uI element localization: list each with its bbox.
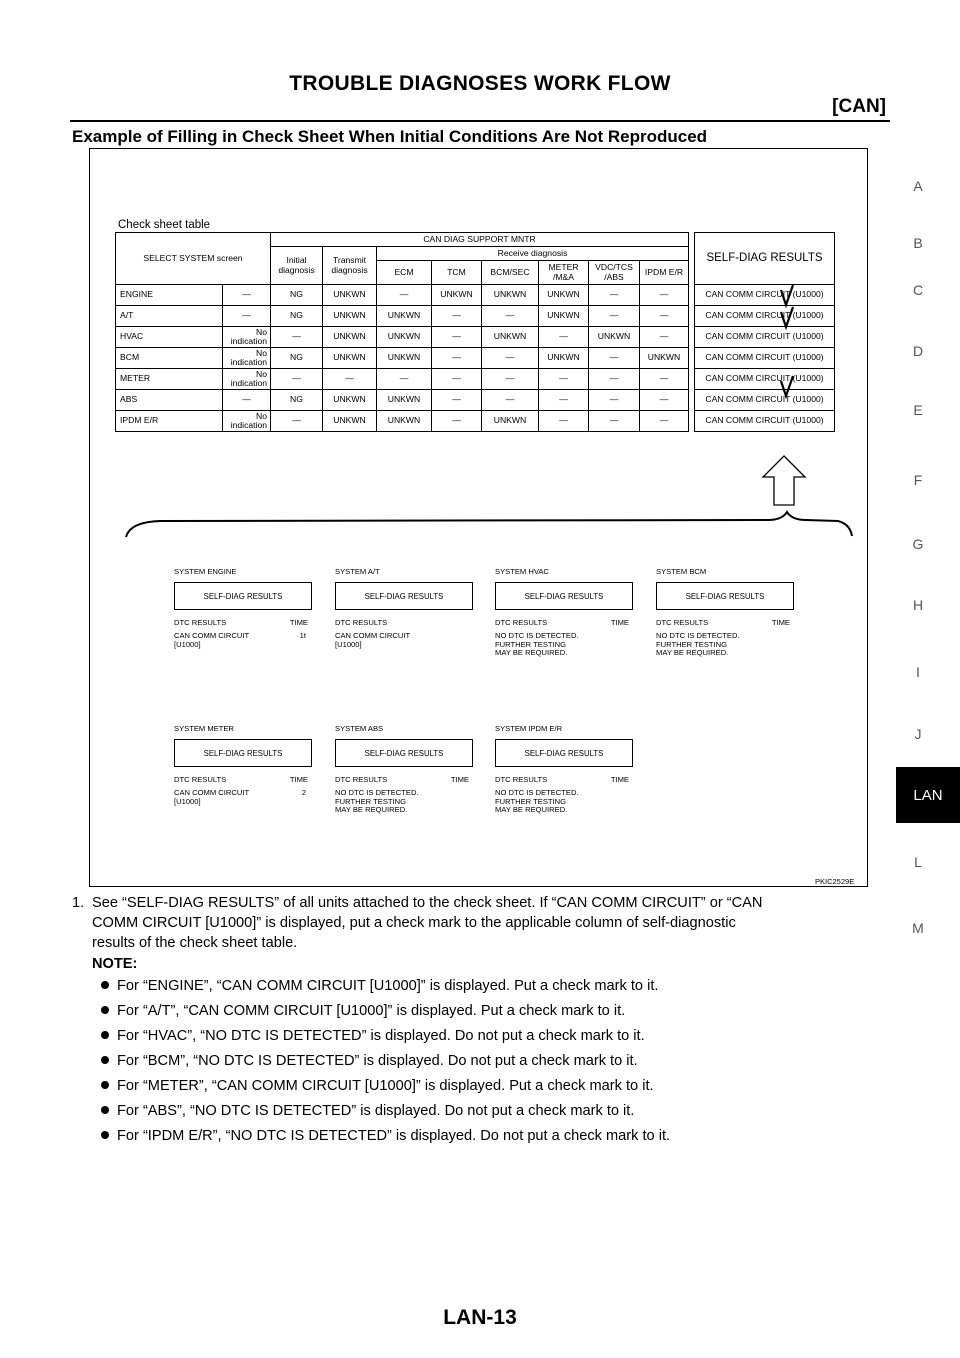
system-box-bcm xyxy=(656,567,794,658)
meter-cell: — xyxy=(539,411,589,432)
meter-cell: UNKWN xyxy=(539,348,589,369)
system-name-cell: METER xyxy=(116,369,223,390)
transmit-cell: UNKWN xyxy=(323,411,377,432)
ecm-cell: UNKWN xyxy=(377,327,432,348)
system-box-ipdm xyxy=(495,724,633,815)
system-label: SYSTEM ENGINE xyxy=(174,567,237,576)
step-line: COMM CIRCUIT [U1000]” is displayed, put a check mark to the applicable column of self-diagnostic xyxy=(92,915,736,931)
note-item: For “ENGINE”, “CAN COMM CIRCUIT [U1000]” is displayed. Put a check mark to it. xyxy=(101,976,901,996)
indication-cell: No indication xyxy=(223,411,271,432)
initial-cell: — xyxy=(271,327,323,348)
bcm-cell: — xyxy=(482,348,539,369)
index-m[interactable]: M xyxy=(912,920,924,936)
tcm-cell: — xyxy=(432,411,482,432)
dtc-detail: CAN COMM CIRCUIT [U1000] xyxy=(174,631,250,649)
self-diag-result-cell: CAN COMM CIRCUIT (U1000) xyxy=(695,306,835,327)
transmit-cell: — xyxy=(323,369,377,390)
system-label: SYSTEM IPDM E/R xyxy=(495,724,563,733)
index-c[interactable]: C xyxy=(912,282,924,298)
self-diag-result-cell: CAN COMM CIRCUIT (U1000) xyxy=(695,348,835,369)
ecm-cell: UNKWN xyxy=(377,306,432,327)
system-name-cell: A/T xyxy=(116,306,223,327)
check-sheet-row xyxy=(116,348,835,369)
step-text xyxy=(92,893,892,953)
index-h[interactable]: H xyxy=(912,597,924,613)
indication-cell: — xyxy=(223,285,271,306)
tcm-cell: — xyxy=(432,369,482,390)
dtc-count: 1t xyxy=(299,631,306,640)
page-title: TROUBLE DIAGNOSES WORK FLOW xyxy=(289,72,671,95)
ecm-cell: UNKWN xyxy=(377,348,432,369)
self-diag-results-button[interactable]: SELF-DIAG RESULTS xyxy=(335,739,473,767)
system-name-cell: IPDM E/R xyxy=(116,411,223,432)
time-label: TIME xyxy=(289,618,308,627)
ecm-cell: UNKWN xyxy=(377,411,432,432)
system-label: SYSTEM A/T xyxy=(335,567,380,576)
note-item: For “ABS”, “NO DTC IS DETECTED” is displayed. Do not put a check mark to it. xyxy=(101,1101,901,1121)
self-diag-results-button[interactable]: SELF-DIAG RESULTS xyxy=(335,582,473,610)
header-meter: METER /M&A xyxy=(539,261,589,285)
transmit-cell: UNKWN xyxy=(323,306,377,327)
self-diag-results-button[interactable]: SELF-DIAG RESULTS xyxy=(495,582,633,610)
index-f[interactable]: F xyxy=(913,472,923,488)
note-item: For “IPDM E/R”, “NO DTC IS DETECTED” is displayed. Do not put a check mark to it. xyxy=(101,1126,901,1146)
check-sheet-row xyxy=(116,285,835,306)
note-item: For “A/T”, “CAN COMM CIRCUIT [U1000]” is displayed. Put a check mark to it. xyxy=(101,1001,901,1021)
transmit-cell: UNKWN xyxy=(323,327,377,348)
system-box-meter xyxy=(174,724,312,806)
vdc-cell: — xyxy=(589,348,640,369)
check-sheet-row xyxy=(116,390,835,411)
system-label: SYSTEM ABS xyxy=(335,724,384,733)
step-number: 1. xyxy=(72,895,85,911)
dtc-results-label: DTC RESULTS xyxy=(174,618,227,627)
check-sheet-table xyxy=(115,232,835,432)
bcm-cell: — xyxy=(482,369,539,390)
tcm-cell: — xyxy=(432,327,482,348)
ipdm-cell: UNKWN xyxy=(640,348,689,369)
ipdm-cell: — xyxy=(640,306,689,327)
dtc-detail: NO DTC IS DETECTED. FURTHER TESTING MAY BE REQUIRED. xyxy=(656,631,740,658)
index-e[interactable]: E xyxy=(913,402,923,418)
header-rule xyxy=(70,120,890,122)
header-transmit-diagnosis: Transmit diagnosis xyxy=(323,247,377,285)
meter-cell: UNKWN xyxy=(539,306,589,327)
initial-cell: — xyxy=(271,411,323,432)
note-item: For “BCM”, “NO DTC IS DETECTED” is displayed. Do not put a check mark to it. xyxy=(101,1051,901,1071)
note-item: For “HVAC”, “NO DTC IS DETECTED” is displayed. Do not put a check mark to it. xyxy=(101,1026,901,1046)
check-sheet-row xyxy=(116,306,835,327)
self-diag-results-button[interactable]: SELF-DIAG RESULTS xyxy=(174,582,312,610)
self-diag-results-button[interactable]: SELF-DIAG RESULTS xyxy=(174,739,312,767)
dtc-detail: CAN COMM CIRCUIT [U1000] xyxy=(335,631,411,649)
time-label: TIME xyxy=(771,618,790,627)
system-box-hvac xyxy=(495,567,633,658)
index-j[interactable]: J xyxy=(914,726,922,742)
dtc-detail: NO DTC IS DETECTED. FURTHER TESTING MAY BE REQUIRED. xyxy=(495,631,579,658)
note-label: NOTE: xyxy=(92,956,138,972)
system-label: SYSTEM METER xyxy=(174,724,234,733)
index-b[interactable]: B xyxy=(913,235,923,251)
bcm-cell: UNKWN xyxy=(482,327,539,348)
initial-cell: NG xyxy=(271,390,323,411)
index-g[interactable]: G xyxy=(912,536,924,552)
time-label: TIME xyxy=(450,775,469,784)
system-box-engine xyxy=(174,567,312,649)
indication-cell: No indication xyxy=(223,369,271,390)
time-label: TIME xyxy=(610,618,629,627)
transmit-cell: UNKWN xyxy=(323,285,377,306)
dtc-results-label: DTC RESULTS xyxy=(495,618,548,627)
header-self-diag: SELF-DIAG RESULTS xyxy=(695,233,835,285)
check-sheet-row xyxy=(116,369,835,390)
self-diag-result-cell: CAN COMM CIRCUIT (U1000) xyxy=(695,285,835,306)
initial-cell: NG xyxy=(271,348,323,369)
dtc-results-label: DTC RESULTS xyxy=(335,618,388,627)
check-sheet-row xyxy=(116,327,835,348)
header-ecm: ECM xyxy=(377,261,432,285)
page-number: LAN-13 xyxy=(443,1306,517,1329)
dtc-results-label: DTC RESULTS xyxy=(656,618,709,627)
ipdm-cell: — xyxy=(640,369,689,390)
dtc-detail: NO DTC IS DETECTED. FURTHER TESTING MAY BE REQUIRED. xyxy=(495,788,579,815)
ipdm-cell: — xyxy=(640,411,689,432)
index-l[interactable]: L xyxy=(914,854,922,870)
subheading: Example of Filling in Check Sheet When Initial Conditions Are Not Reproduced xyxy=(72,127,708,146)
system-name-cell: ENGINE xyxy=(116,285,223,306)
header-can-diag-support: CAN DIAG SUPPORT MNTR xyxy=(271,233,689,247)
dtc-results-label: DTC RESULTS xyxy=(495,775,548,784)
meter-cell: — xyxy=(539,327,589,348)
tcm-cell: — xyxy=(432,348,482,369)
vdc-cell: — xyxy=(589,411,640,432)
header-ipdm: IPDM E/R xyxy=(640,261,689,285)
system-name-cell: BCM xyxy=(116,348,223,369)
ecm-cell: — xyxy=(377,285,432,306)
index-i[interactable]: I xyxy=(916,664,920,680)
bcm-cell: UNKWN xyxy=(482,411,539,432)
indication-cell: — xyxy=(223,306,271,327)
initial-cell: — xyxy=(271,369,323,390)
tcm-cell: — xyxy=(432,306,482,327)
header-initial-diagnosis: Initial diagnosis xyxy=(271,247,323,285)
note-item: For “METER”, “CAN COMM CIRCUIT [U1000]” is displayed. Put a check mark to it. xyxy=(101,1076,901,1096)
self-diag-result-cell: CAN COMM CIRCUIT (U1000) xyxy=(695,390,835,411)
ecm-cell: UNKWN xyxy=(377,390,432,411)
dtc-count: 2 xyxy=(301,788,306,797)
system-label: SYSTEM BCM xyxy=(656,567,707,576)
figure-id: PKIC2529E xyxy=(815,877,855,886)
vdc-cell: UNKWN xyxy=(589,327,640,348)
transmit-cell: UNKWN xyxy=(323,390,377,411)
ipdm-cell: — xyxy=(640,327,689,348)
indication-cell: No indication xyxy=(223,348,271,369)
tcm-cell: UNKWN xyxy=(432,285,482,306)
self-diag-result-cell: CAN COMM CIRCUIT (U1000) xyxy=(695,369,835,390)
vdc-cell: — xyxy=(589,369,640,390)
ipdm-cell: — xyxy=(640,390,689,411)
system-name-cell: ABS xyxy=(116,390,223,411)
dtc-detail: NO DTC IS DETECTED. FURTHER TESTING MAY BE REQUIRED. xyxy=(335,788,419,815)
vdc-cell: — xyxy=(589,285,640,306)
meter-cell: UNKWN xyxy=(539,285,589,306)
self-diag-results-button[interactable]: SELF-DIAG RESULTS xyxy=(656,582,794,610)
system-label: SYSTEM HVAC xyxy=(495,567,549,576)
bcm-cell: — xyxy=(482,390,539,411)
meter-cell: — xyxy=(539,369,589,390)
ecm-cell: — xyxy=(377,369,432,390)
section-label: [CAN] xyxy=(832,96,886,117)
time-label: TIME xyxy=(289,775,308,784)
initial-cell: NG xyxy=(271,306,323,327)
system-name-cell: HVAC xyxy=(116,327,223,348)
ipdm-cell: — xyxy=(640,285,689,306)
transmit-cell: UNKWN xyxy=(323,348,377,369)
index-a[interactable]: A xyxy=(913,178,923,194)
system-box-abs xyxy=(335,724,473,815)
system-box-at xyxy=(335,567,473,649)
figure-caption: Check sheet table xyxy=(118,219,211,231)
indication-cell: No indication xyxy=(223,327,271,348)
step-line: See “SELF-DIAG RESULTS” of all units attached to the check sheet. If “CAN COMM CIRCUIT” or “CAN xyxy=(92,895,763,911)
header-tcm: TCM xyxy=(432,261,482,285)
bcm-cell: UNKWN xyxy=(482,285,539,306)
header-vdc: VDC/TCS /ABS xyxy=(589,261,640,285)
time-label: TIME xyxy=(610,775,629,784)
bcm-cell: — xyxy=(482,306,539,327)
meter-cell: — xyxy=(539,390,589,411)
dtc-results-label: DTC RESULTS xyxy=(174,775,227,784)
indication-cell: — xyxy=(223,390,271,411)
dtc-detail: CAN COMM CIRCUIT [U1000] xyxy=(174,788,250,806)
step-line: results of the check sheet table. xyxy=(92,935,298,951)
header-bcm-sec: BCM/SEC xyxy=(482,261,539,285)
self-diag-results-button[interactable]: SELF-DIAG RESULTS xyxy=(495,739,633,767)
self-diag-result-cell: CAN COMM CIRCUIT (U1000) xyxy=(695,327,835,348)
check-sheet-row xyxy=(116,411,835,432)
self-diag-result-cell: CAN COMM CIRCUIT (U1000) xyxy=(695,411,835,432)
dtc-results-label: DTC RESULTS xyxy=(335,775,388,784)
index-d[interactable]: D xyxy=(912,343,924,359)
index-lan-active[interactable]: LAN xyxy=(896,767,960,823)
initial-cell: NG xyxy=(271,285,323,306)
vdc-cell: — xyxy=(589,306,640,327)
vdc-cell: — xyxy=(589,390,640,411)
header-receive-diagnosis: Receive diagnosis xyxy=(377,247,689,261)
tcm-cell: — xyxy=(432,390,482,411)
header-select-system: SELECT SYSTEM screen xyxy=(116,233,271,285)
